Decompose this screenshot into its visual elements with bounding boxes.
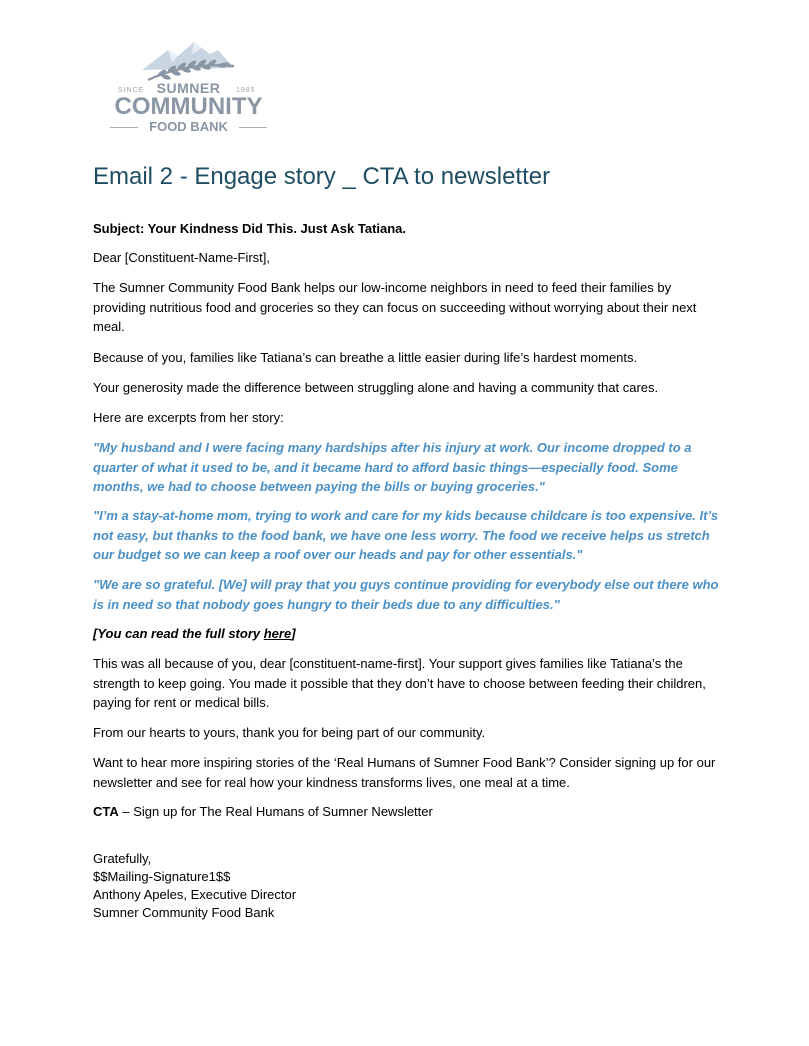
read-more-suffix: ] bbox=[291, 626, 296, 641]
paragraph-excerpts-intro: Here are excerpts from her story: bbox=[93, 410, 284, 425]
logo-since: SINCE bbox=[118, 87, 145, 94]
email-subject: Subject: Your Kindness Did This. Just Ask Tatiana. bbox=[93, 221, 407, 236]
intro-paragraph: The Sumner Community Food Bank helps our low-income neighbors in need to feed their families by providing nutritious food and groceries so they can focus on succeeding without worrying about their next meal. bbox=[93, 280, 697, 334]
logo-year: 1985 bbox=[236, 87, 256, 94]
full-story-link[interactable]: here bbox=[263, 626, 292, 641]
paragraph-generosity: Your generosity made the difference between struggling alone and having a community that cares. bbox=[93, 380, 659, 395]
story-quote: "My husband and I were facing many hardships after his injury at work. Our income dropped to a quarter of what it used to be, and it became hard to afford basic things—especially food. Some months, we had to choose between paying the bills or buying groceries." bbox=[93, 440, 692, 494]
cta-text: – Sign up for The Real Humans of Sumner Newsletter bbox=[118, 804, 433, 819]
paragraph-support: This was all because of you, dear [constituent-name-first]. Your support gives families like Tatiana’s the strength to keep going. You made it possible that they don’t have to choose between feeding their children, paying for rent or medical bills. bbox=[93, 656, 706, 710]
call-to-action bbox=[93, 802, 723, 822]
signature-placeholder: $$Mailing-Signature1$$ bbox=[93, 869, 231, 884]
logo-food-bank: FOOD BANK bbox=[149, 119, 228, 134]
greeting: Dear [Constituent-Name-First], bbox=[93, 250, 270, 265]
logo-divider-right bbox=[239, 127, 267, 128]
signature-name: Anthony Apeles, Executive Director bbox=[93, 887, 297, 902]
document-title: Email 2 - Engage story _ CTA to newsletter bbox=[93, 163, 551, 190]
signature-org: Sumner Community Food Bank bbox=[93, 905, 275, 920]
sumner-food-bank-logo bbox=[106, 40, 271, 135]
read-full-story bbox=[93, 624, 723, 644]
signature-closing: Gratefully, bbox=[93, 851, 152, 866]
story-quote: "We are so grateful. [We] will pray that you guys continue providing for everybody else out there who is in need so that nobody goes hungry to their beds due to any difficulties." bbox=[93, 577, 719, 612]
signature-block bbox=[93, 850, 723, 922]
cta-label: CTA bbox=[93, 804, 119, 819]
logo-sumner: SUMNER bbox=[156, 80, 221, 96]
paragraph-newsletter: Want to hear more inspiring stories of the ‘Real Humans of Sumner Food Bank’? Consider signing up for our newsletter and see for real how your kindness transforms lives, one meal at a time. bbox=[93, 755, 716, 790]
paragraph-thanks: From our hearts to yours, thank you for being part of our community. bbox=[93, 725, 486, 740]
story-quote: "I’m a stay-at-home mom, trying to work and care for my kids because childcare is too expensive. It’s not easy, but thanks to the food bank, we have one less worry. The food we receive helps us stretch our budget so we can keep a roof over our heads and pay for other essentials." bbox=[93, 508, 719, 562]
read-more-prefix: [You can read the full story bbox=[93, 626, 264, 641]
logo-community: COMMUNITY bbox=[114, 93, 263, 120]
paragraph-families: Because of you, families like Tatiana’s can breathe a little easier during life’s hardest moments. bbox=[93, 350, 638, 365]
